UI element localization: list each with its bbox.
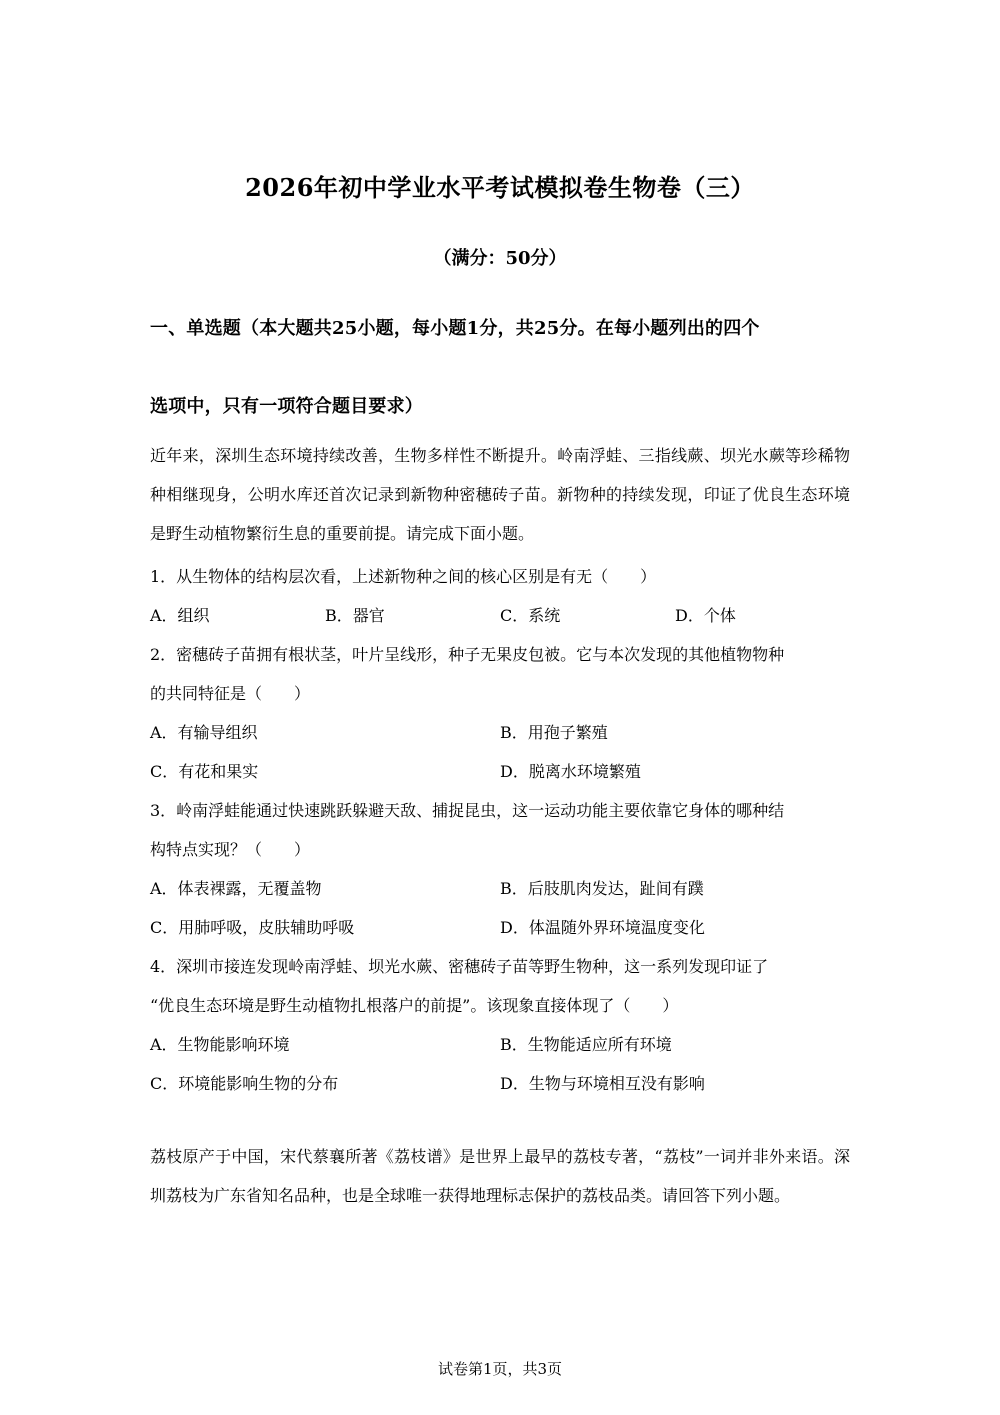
question-3-option-b: B．后肢肌肉发达，趾间有蹼 bbox=[500, 879, 704, 898]
question-2-option-a: A．有输导组织 bbox=[150, 723, 258, 742]
question-4-option-a: A．生物能影响环境 bbox=[150, 1035, 290, 1054]
exam-title: 2026年初中学业水平考试模拟卷生物卷（三） bbox=[245, 173, 755, 202]
section-heading-line1: 一、单选题（本大题共25小题，每小题1分，共25分。在每小题列出的四个 bbox=[150, 318, 760, 339]
question-4-option-b: B．生物能适应所有环境 bbox=[500, 1035, 672, 1054]
question-2-option-c: C．有花和果实 bbox=[150, 762, 259, 781]
question-1-option-d: D．个体 bbox=[675, 606, 736, 625]
question-4-option-d: D．生物与环境相互没有影响 bbox=[500, 1074, 705, 1093]
question-3-option-c: C．用肺呼吸，皮肤辅助呼吸 bbox=[150, 918, 355, 937]
question-4-option-c: C．环境能影响生物的分布 bbox=[150, 1074, 339, 1093]
question-2-option-b: B．用孢子繁殖 bbox=[500, 723, 608, 742]
full-score: （满分：50分） bbox=[433, 248, 567, 269]
question-1-option-c: C．系统 bbox=[500, 606, 561, 625]
question-3-stem-line1: 3．岭南浮蛙能通过快速跳跃躲避天敌、捕捉昆虫，这一运动功能主要依靠它身体的哪种结 bbox=[150, 801, 785, 820]
section-heading-line2: 选项中，只有一项符合题目要求） bbox=[150, 396, 423, 417]
question-3-stem-line2: 构特点实现？（ ） bbox=[150, 840, 311, 859]
passage-shenzhen-ecology: 近年来，深圳生态环境持续改善，生物多样性不断提升。岭南浮蛙、三指线蕨、坝光水蕨等珍稀物种相继现身，公明水库还首次记录到新物种密穗砖子苗。新物种的持续发现，印证了优良生态环境是野生动植物繁衍生息的重要前提。请完成下面小题。 bbox=[150, 446, 850, 543]
page-footer: 试卷第1页，共3页 bbox=[437, 1360, 563, 1378]
question-1-stem: 1．从生物体的结构层次看，上述新物种之间的核心区别是有无（ ） bbox=[150, 567, 657, 586]
question-2-stem-line1: 2．密穗砖子苗拥有根状茎，叶片呈线形，种子无果皮包被。它与本次发现的其他植物物种 bbox=[150, 645, 785, 664]
question-4-stem-line2: “优良生态环境是野生动植物扎根落户的前提”。该现象直接体现了（ ） bbox=[150, 996, 679, 1015]
passage-lychee: 荔枝原产于中国，宋代蔡襄所著《荔枝谱》是世界上最早的荔枝专著，“荔枝”一词并非外来语。深圳荔枝为广东省知名品种，也是全球唯一获得地理标志保护的荔枝品类。请回答下列小题。 bbox=[150, 1147, 850, 1205]
question-1-option-a: A．组织 bbox=[150, 606, 210, 625]
question-1-option-b: B．器官 bbox=[325, 606, 385, 625]
question-3-option-d: D．体温随外界环境温度变化 bbox=[500, 918, 705, 937]
question-2-stem-line2: 的共同特征是（ ） bbox=[150, 684, 311, 703]
question-3-option-a: A．体表裸露，无覆盖物 bbox=[150, 879, 322, 898]
question-4-stem-line1: 4．深圳市接连发现岭南浮蛙、坝光水蕨、密穗砖子苗等野生物种，这一系列发现印证了 bbox=[150, 957, 769, 976]
question-2-option-d: D．脱离水环境繁殖 bbox=[500, 762, 641, 781]
